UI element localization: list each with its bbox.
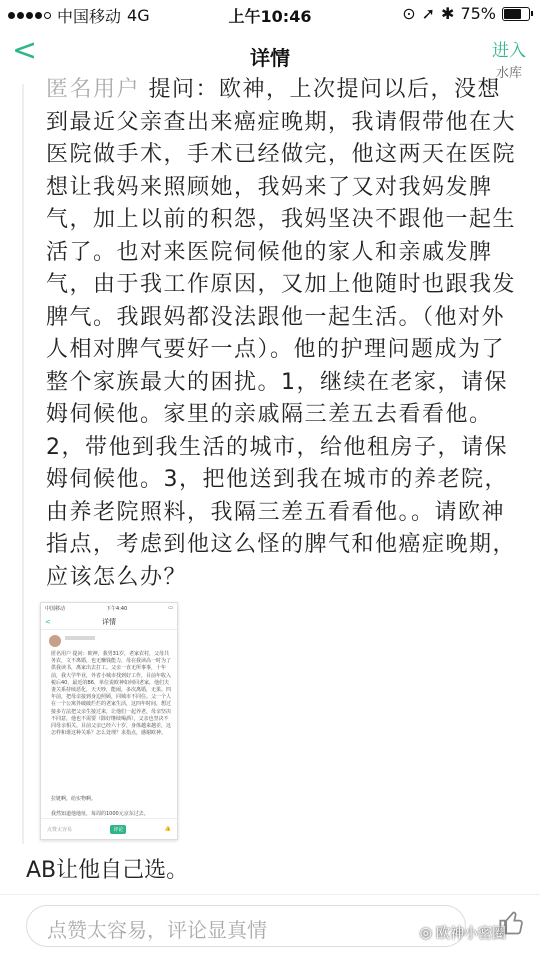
- thumb-footer-note: 我然知道他地址，每周的1000元京东过去。: [51, 811, 149, 817]
- thumb-back-icon: <: [45, 618, 51, 626]
- thumb-header: [41, 615, 177, 630]
- page-title: 详情: [250, 46, 290, 70]
- thumb-battery-icon: ▭: [168, 605, 173, 611]
- attached-image[interactable]: [40, 602, 178, 840]
- thumb-input: 点赞太容易: [47, 826, 73, 833]
- back-chevron-icon[interactable]: <: [12, 33, 38, 68]
- thumb-comment-button: 评论: [110, 825, 126, 834]
- status-bar: [0, 0, 540, 28]
- thumb-avatar: [49, 635, 61, 647]
- question-body: 提问：欧神，上次提问以后，没想到最近父亲查出来癌症晚期，我请假带他在大医院做手术，手术已经做完，他这两天在医院想让我妈来照顾她，我妈来了又对我妈发脾气，加上以前的积怨，我妈坚决不跟他一起生活了。也对来医院伺候他的家人和亲戚发脾气，由于我工作原因，又加上他随时也跟我发脾气。我跟妈都没法跟他一起生活。（他对外人相对脾气要好一点）。他的护理问题成为了整个家族最大的困扰。1，继续在老家，请保姆伺候他。家里的亲戚隔三差五去看看他。2，带他到我生活的城市，给他租房子，请保姆伺候他。3，把他送到我在城市的养老院，由养老院照料，我隔三差五看看他。。请欧神指点，考虑到他这么怪的脾气和他癌症晚期，应该怎么办？: [46, 77, 517, 590]
- group-name: 水库: [495, 66, 522, 81]
- bluetooth-icon: ✱: [441, 4, 455, 23]
- watermark: [420, 923, 506, 943]
- thumb-status-bar: [41, 603, 177, 615]
- thumb-carrier: 中国移动: [45, 606, 66, 612]
- status-time: 上午10:46: [228, 7, 312, 26]
- carrier: 中国移动: [57, 7, 122, 26]
- thumb-time: 下午4:40: [106, 606, 128, 612]
- battery-percent: 75%: [460, 4, 496, 23]
- thumb-like-icon: 👍: [164, 826, 171, 832]
- thumb-title: 详情: [102, 618, 116, 626]
- question-text: [46, 74, 524, 594]
- thumb-link: 拉链啊，给实物啊。: [51, 796, 97, 802]
- question-author: 匿名用户: [46, 77, 141, 102]
- thread-divider: [22, 84, 24, 844]
- thumb-body: 匿名用户 提问：欧神，我男31岁，老家农村，父母共务农，文不离婚，也无赚钱能力，母在我读高一时为了供我读书，离家出去打工。父亲一直无所事事，十年前，我大学毕业，外省小城市找到好工作，目前年收入税后40，最近的B6，单位说欧神如何回老家，他们夫妻关系持续恶化，天天吵，能闹，多次离婚，无果。四年前，把母亲接到身边照顾，同城市不同住。父一个人在一个公寓外破破烂烂的老家生活，这四年时间，想过接多方法把父亲生接过来，让他们一起养老，母亲坚决不同意，他也不需要（除好继续喝酒），父亲也坚决不同母亲相关。目前父亲已经六十岁，身体越来越差，这怎样和谁这种关系？怎么处理？求指点，感谢欧神。: [51, 651, 172, 737]
- enter-label: 进入: [492, 41, 526, 61]
- status-right: [402, 4, 530, 23]
- battery-icon: [502, 7, 530, 21]
- comment-input[interactable]: 点赞太容易，评论显真情: [26, 905, 466, 947]
- thumb-username: [65, 636, 95, 640]
- lock-rotation-icon: ⊙: [402, 4, 416, 23]
- thumb-comment-bar: [41, 818, 177, 839]
- watermark-text: 欧神小密圈: [436, 926, 506, 942]
- location-icon: ➚: [421, 4, 436, 23]
- watermark-logo-icon: ◎: [419, 925, 432, 941]
- answer-text: AB让他自己选。: [26, 858, 189, 883]
- network-type: 4G: [127, 6, 150, 25]
- comment-bar: [0, 894, 540, 961]
- thumb-notes: [51, 795, 149, 817]
- battery-fill: [504, 9, 521, 19]
- nav-bar: [0, 28, 540, 80]
